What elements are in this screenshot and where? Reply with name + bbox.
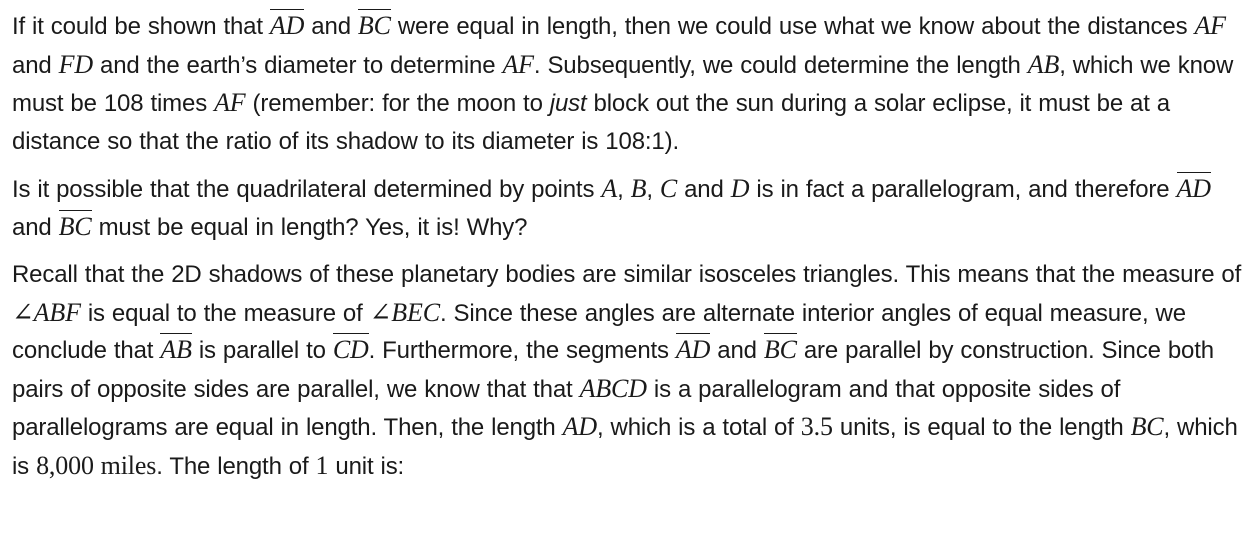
line-segment-notation: AD bbox=[675, 335, 711, 364]
text-run: and bbox=[12, 213, 59, 241]
emphasized-text: just bbox=[549, 90, 587, 117]
paragraph-equal-lengths bbox=[12, 7, 1244, 160]
line-segment-notation: CD bbox=[332, 335, 369, 364]
text-run: and bbox=[677, 176, 731, 203]
math-expression: ∠BEC bbox=[369, 297, 440, 327]
text-run: . Subsequently, we could determine the length bbox=[533, 51, 1028, 79]
text-run: Is it possible that the quadrilateral determined by points bbox=[12, 176, 602, 203]
text-run: If it could be shown that bbox=[12, 13, 270, 40]
text-run: , bbox=[646, 176, 660, 203]
text-run: are parallel by construction. Since both pairs of opposite sides are parallel, we know that that bbox=[12, 337, 1214, 403]
line-segment-notation: BC bbox=[58, 211, 92, 241]
text-run: (remember: for the moon to bbox=[245, 90, 550, 117]
numeric-value: 8,000 miles bbox=[36, 450, 157, 480]
text-run: . Since these angles are alternate interior angles of equal measure, we conclude that bbox=[12, 299, 1186, 364]
text-run: is equal to the measure of bbox=[80, 299, 370, 327]
math-expression: BC bbox=[1130, 412, 1164, 441]
line-segment-notation: AD bbox=[1176, 174, 1211, 203]
math-expression: C bbox=[659, 174, 678, 203]
text-run: . Furthermore, the segments bbox=[368, 337, 676, 364]
line-segment-notation: AB bbox=[160, 335, 192, 364]
numeric-value: 1 bbox=[315, 450, 329, 480]
text-run: , which is a total of bbox=[597, 414, 801, 441]
document-body bbox=[12, 7, 1244, 495]
math-expression: AF bbox=[214, 88, 246, 117]
math-expression: ∠ABF bbox=[12, 297, 81, 327]
text-run: and bbox=[12, 51, 59, 79]
text-run: block out the sun during a solar eclipse, it must be at a distance so that the ratio of its shadow to its diameter is 108:1). bbox=[12, 90, 1170, 155]
math-expression: A bbox=[601, 174, 618, 203]
text-run: and the earth’s diameter to determine bbox=[92, 51, 503, 79]
math-expression: AF bbox=[502, 49, 534, 79]
math-expression: B bbox=[630, 174, 647, 203]
math-expression: AB bbox=[1027, 49, 1060, 79]
paragraph-parallelogram-question bbox=[12, 170, 1244, 246]
text-run: , bbox=[617, 176, 631, 203]
math-expression: ABCD bbox=[579, 373, 647, 403]
text-run: Recall that the 2D shadows of these planetary bodies are similar isosceles triangles. This means that the measure of bbox=[12, 261, 1242, 288]
line-segment-notation: BC bbox=[357, 11, 391, 40]
text-run: is in fact a parallelogram, and therefore bbox=[749, 176, 1177, 203]
line-segment-notation: AD bbox=[269, 11, 305, 40]
text-run: were equal in length, then we could use what we know about the distances bbox=[390, 13, 1195, 40]
math-expression: D bbox=[730, 174, 750, 203]
text-run: and bbox=[304, 13, 358, 40]
numeric-value: 3.5 bbox=[800, 412, 833, 441]
text-run: , which is bbox=[12, 414, 1238, 480]
text-run: units, is equal to the length bbox=[832, 414, 1131, 441]
text-run: and bbox=[710, 337, 764, 364]
paragraph-proof bbox=[12, 256, 1244, 485]
text-run: is parallel to bbox=[191, 337, 333, 364]
text-run: , which we know must be 108 times bbox=[12, 51, 1234, 117]
line-segment-notation: BC bbox=[763, 335, 797, 364]
text-run: is a parallelogram and that opposite sides of parallelograms are equal in length. Then, the length bbox=[12, 375, 1121, 441]
math-expression: FD bbox=[58, 49, 93, 79]
text-run: . The length of bbox=[156, 452, 316, 480]
math-expression: AD bbox=[562, 412, 597, 441]
math-expression: AF bbox=[1194, 11, 1226, 40]
text-run: must be equal in length? Yes, it is! Why? bbox=[91, 213, 528, 241]
text-run: unit is: bbox=[328, 452, 405, 480]
